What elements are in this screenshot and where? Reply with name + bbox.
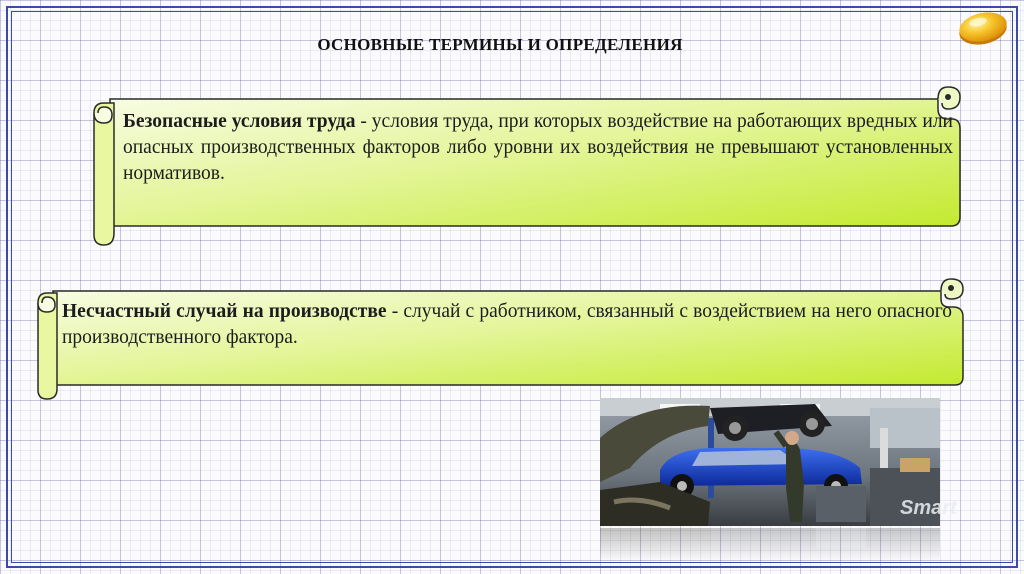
definition-text-2 xyxy=(62,299,952,351)
car-service-photo-reflection xyxy=(600,528,940,562)
definition-scroll-1 xyxy=(90,85,965,250)
definition-body-2: - случай с работником, связанный с воздействием на него опасного производственного фактора. xyxy=(62,301,952,348)
definition-term-2: Несчастный случай на производстве xyxy=(62,301,387,322)
definition-text-1 xyxy=(123,109,953,187)
gold-coin-icon xyxy=(956,8,1010,48)
car-service-photo xyxy=(600,398,957,526)
definition-scroll-2 xyxy=(35,277,967,402)
definition-term-1: Безопасные условия труда xyxy=(123,111,356,132)
definition-body-1: - условия труда, при которых воздействие на работающих вредных или опасных производственных факторов либо уровни их воздействия не превышают установленных нормативов. xyxy=(123,111,953,184)
slide-title: ОСНОВНЫЕ ТЕРМИНЫ И ОПРЕДЕЛЕНИЯ xyxy=(317,35,683,54)
photo-logo-text: Smart xyxy=(900,497,957,519)
